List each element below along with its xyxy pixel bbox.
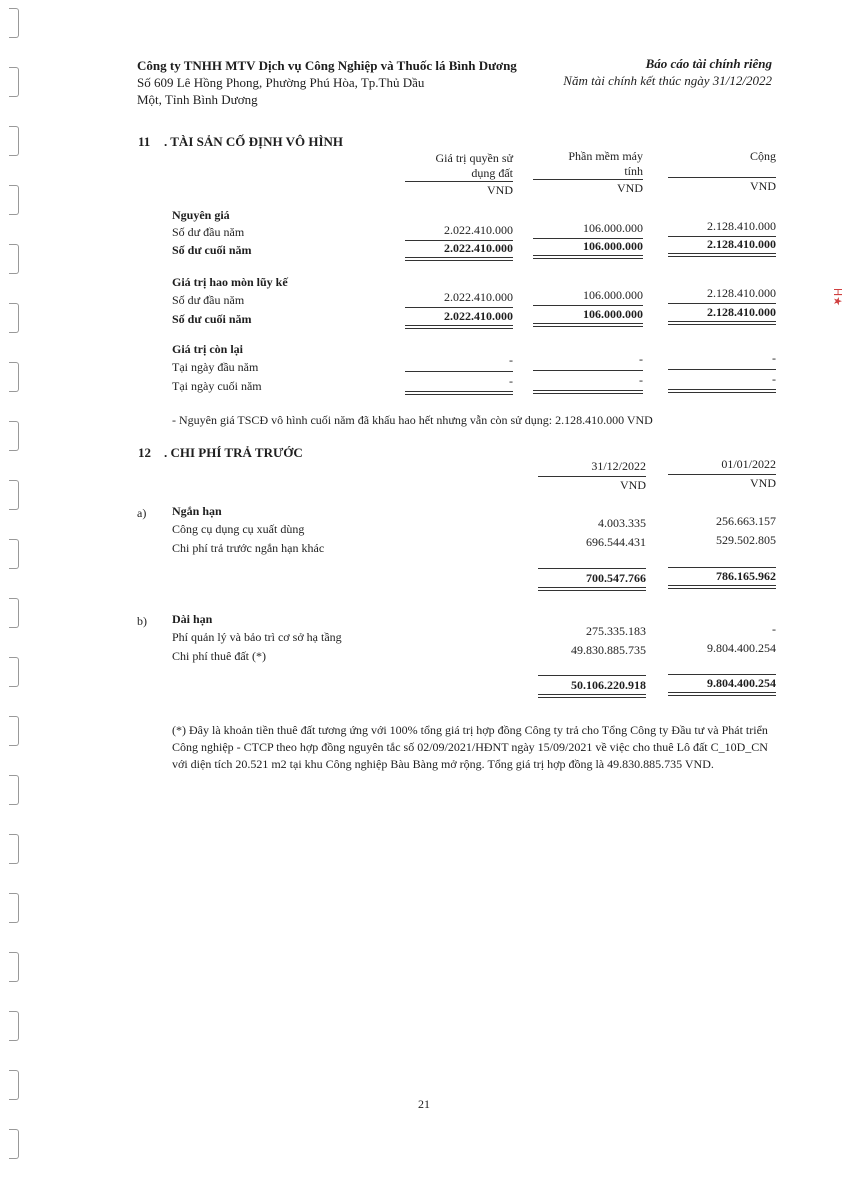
rule <box>668 303 776 304</box>
binder-hole <box>9 657 19 687</box>
s12-b-row2-col1: 49.830.885.735 <box>571 643 646 657</box>
s12-col-current-header: 31/12/2022 <box>591 459 646 473</box>
s12-a-title: Ngắn hạn <box>172 504 222 518</box>
s11-dep-closing-col2: 106.000.000 <box>583 307 643 321</box>
report-header <box>563 55 772 89</box>
binder-hole <box>9 126 19 156</box>
s11-net-opening-col1: - <box>509 353 513 367</box>
s12-col-prior-header: 01/01/2022 <box>721 457 776 471</box>
s12-b-total-col2: 9.804.400.254 <box>707 676 776 690</box>
s12-unit-col2: VND <box>668 474 776 491</box>
s12-b-total-col1: 50.106.220.918 <box>571 678 646 692</box>
s12-a-total-col2: 786.165.962 <box>716 569 776 583</box>
s12-b-row1-col2: - <box>772 622 776 636</box>
report-period: Năm tài chính kết thúc ngày 31/12/2022 <box>563 73 772 88</box>
s11-group-cost-title: Nguyên giá <box>172 208 230 222</box>
s12-a-total-col1: 700.547.766 <box>586 571 646 585</box>
double-rule <box>668 321 776 325</box>
rule <box>538 675 646 676</box>
s11-cost-closing-col2: 106.000.000 <box>583 239 643 253</box>
double-rule <box>538 587 646 591</box>
s11-cost-closing-label: Số dư cuối năm <box>172 243 252 257</box>
rule <box>668 674 776 675</box>
rule <box>668 369 776 370</box>
binder-hole <box>9 480 19 510</box>
binder-hole <box>9 539 19 569</box>
s11-cost-opening-label: Số dư đầu năm <box>172 225 245 239</box>
s12-a-marker: a) <box>137 506 147 520</box>
rule <box>533 305 643 306</box>
double-rule <box>405 391 513 395</box>
s11-unit-col2: VND <box>533 179 643 196</box>
s11-net-opening-col3: - <box>772 351 776 365</box>
s12-b-row2-label: Chi phí thuê đất (*) <box>172 649 266 663</box>
double-rule <box>668 389 776 393</box>
s12-a-row2-col2: 529.502.805 <box>716 533 776 547</box>
s12-b-title: Dài hạn <box>172 612 213 626</box>
s11-net-opening-label: Tại ngày đầu năm <box>172 360 259 374</box>
s11-cost-closing-col1: 2.022.410.000 <box>444 241 513 255</box>
double-rule <box>668 585 776 589</box>
binder-hole <box>9 185 19 215</box>
s11-group-net-title: Giá trị còn lại <box>172 342 243 356</box>
binder-hole <box>9 8 19 38</box>
s12-footnote: (*) Đây là khoản tiền thuê đất tương ứng với 100% tổng giá trị hợp đồng Công ty trả cho Tổng Công ty Đầu tư và Phát triển Công nghiệp - CTCP theo hợp đồng nguyên tắc số 02/09/2021/HĐNT ngày 15/09/2021 về việc cho thuê Lô đất C_10D_CN với diện tích 20.521 m2 tại khu Công nghiệp Bàu Bàng mở rộng. Tổng giá trị hợp đồng là 49.830.885.735 VND. <box>172 723 768 771</box>
binder-hole <box>9 1011 19 1041</box>
s12-a-row2-label: Chi phí trả trước ngắn hạn khác <box>172 541 325 555</box>
rule <box>533 370 643 371</box>
s11-dep-opening-label: Số dư đầu năm <box>172 293 245 307</box>
s11-net-closing-col1: - <box>509 374 513 388</box>
s11-net-closing-col2: - <box>639 373 643 387</box>
company-header <box>137 57 517 108</box>
s11-cost-opening-col3: 2.128.410.000 <box>707 219 776 233</box>
s11-net-closing-col3: - <box>772 372 776 386</box>
s12-b-row1-col1: 275.335.183 <box>586 624 646 638</box>
s11-cost-opening-col1: 2.022.410.000 <box>444 223 513 237</box>
s12-a-row2-col1: 696.544.431 <box>586 535 646 549</box>
s11-group-depreciation-title: Giá trị hao mòn lũy kế <box>172 275 288 289</box>
s11-dep-opening-col1: 2.022.410.000 <box>444 290 513 304</box>
rule <box>405 307 513 308</box>
binder-hole <box>9 303 19 333</box>
binder-hole <box>9 362 19 392</box>
double-rule <box>405 325 513 329</box>
s11-note: - Nguyên giá TSCĐ vô hình cuối năm đã khấu hao hết nhưng vẫn còn sử dụng: 2.128.410.000 VND <box>172 413 653 427</box>
s11-unit-col3: VND <box>668 177 776 194</box>
binder-hole <box>9 1070 19 1100</box>
s12-b-row2-col2: 9.804.400.254 <box>707 641 776 655</box>
double-rule <box>538 694 646 698</box>
s11-col-land-rights-header: Giá trị quyền sử dụng đất <box>435 151 513 180</box>
double-rule <box>668 253 776 257</box>
binder-hole <box>9 244 19 274</box>
binder-hole <box>9 421 19 451</box>
report-title: Báo cáo tài chính riêng <box>645 56 772 71</box>
s11-dep-opening-col3: 2.128.410.000 <box>707 286 776 300</box>
rule <box>668 567 776 568</box>
company-address-line1: Số 609 Lê Hồng Phong, Phường Phú Hòa, Tp.Thủ Dầu <box>137 75 425 90</box>
s12-a-row1-label: Công cụ dụng cụ xuất dùng <box>172 522 305 536</box>
binder-hole <box>9 67 19 97</box>
binder-hole <box>9 952 19 982</box>
double-rule <box>668 692 776 696</box>
stamp-fragment: H★ <box>830 287 844 307</box>
s11-dep-opening-col2: 106.000.000 <box>583 288 643 302</box>
double-rule <box>405 257 513 261</box>
s11-net-closing-label: Tại ngày cuối năm <box>172 379 262 393</box>
company-address-line2: Một, Tỉnh Bình Dương <box>137 92 258 107</box>
s12-a-row1-col2: 256.663.157 <box>716 514 776 528</box>
binder-hole <box>9 775 19 805</box>
s12-b-row1-label: Phí quản lý và bảo trì cơ sở hạ tầng <box>172 630 342 644</box>
company-name: Công ty TNHH MTV Dịch vụ Công Nghiệp và Thuốc lá Bình Dương <box>137 58 517 73</box>
s12-b-marker: b) <box>137 614 147 628</box>
rule <box>538 568 646 569</box>
s11-dep-closing-col3: 2.128.410.000 <box>707 305 776 319</box>
section-12-title: 12 . CHI PHÍ TRẢ TRƯỚC <box>138 445 303 460</box>
binder-hole <box>9 893 19 923</box>
s11-unit-col1: VND <box>405 181 513 198</box>
s12-unit-col1: VND <box>538 476 646 493</box>
s11-net-opening-col2: - <box>639 352 643 366</box>
s11-col-total-header: Cộng <box>749 149 776 163</box>
rule <box>405 371 513 372</box>
s11-cost-closing-col3: 2.128.410.000 <box>707 237 776 251</box>
binder-hole <box>9 834 19 864</box>
s12-a-row1-col1: 4.003.335 <box>598 516 646 530</box>
s11-cost-opening-col2: 106.000.000 <box>583 221 643 235</box>
section-11-title: 11 . TÀI SẢN CỐ ĐỊNH VÔ HÌNH <box>138 134 344 149</box>
page-number: 21 <box>418 1097 430 1111</box>
binder-hole <box>9 598 19 628</box>
binder-hole <box>9 716 19 746</box>
double-rule <box>533 255 643 259</box>
double-rule <box>533 323 643 327</box>
binder-hole <box>9 1129 19 1159</box>
s11-dep-closing-label: Số dư cuối năm <box>172 312 252 326</box>
s11-dep-closing-col1: 2.022.410.000 <box>444 309 513 323</box>
s11-col-software-header: Phần mềm máy tính <box>568 149 643 178</box>
double-rule <box>533 390 643 394</box>
